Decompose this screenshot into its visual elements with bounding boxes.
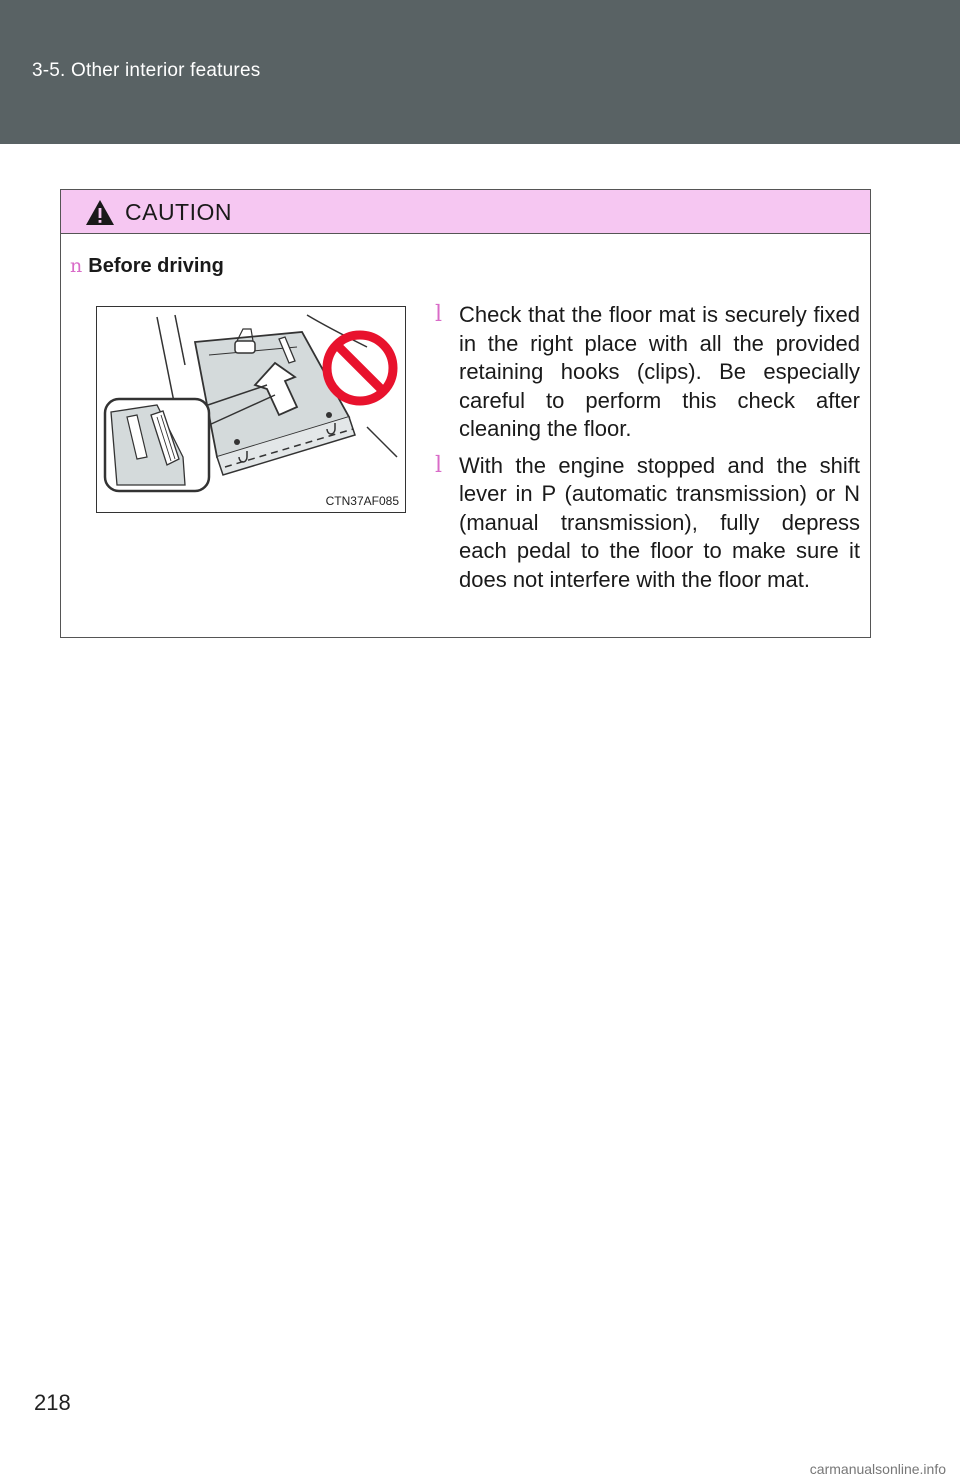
bullet-marker: l (435, 302, 443, 327)
page-header (0, 0, 960, 144)
illustration-code: CTN37AF085 (325, 494, 399, 508)
floor-mat-illustration (96, 306, 406, 513)
bullet-text: With the engine stopped and the shift lever in P (automatic transmission) or N (manual transmission), fully depress each pedal to the floor to make sure it does not interfere with the floor mat. (459, 452, 860, 592)
warning-triangle-icon (85, 199, 115, 226)
watermark: carmanualsonline.info (809, 1461, 946, 1477)
caution-label: CAUTION (125, 199, 232, 225)
bullet-marker: l (435, 452, 443, 478)
section-title: 3-5. Other interior features (32, 60, 261, 81)
bullet-list (433, 301, 860, 602)
subheading-marker: n (70, 255, 83, 277)
list-item (433, 452, 860, 595)
list-item (433, 301, 860, 444)
prohibition-icon (321, 329, 399, 407)
subheading-text: Before driving (88, 255, 224, 277)
caution-box (60, 189, 871, 638)
caution-header (61, 190, 870, 234)
page-number: 218 (34, 1390, 71, 1415)
subheading (70, 255, 224, 278)
bullet-text: Check that the floor mat is securely fixed in the right place with all the provided retaining hooks (clips). Be especially careful to perform this check after cleaning the floor. (459, 302, 860, 441)
